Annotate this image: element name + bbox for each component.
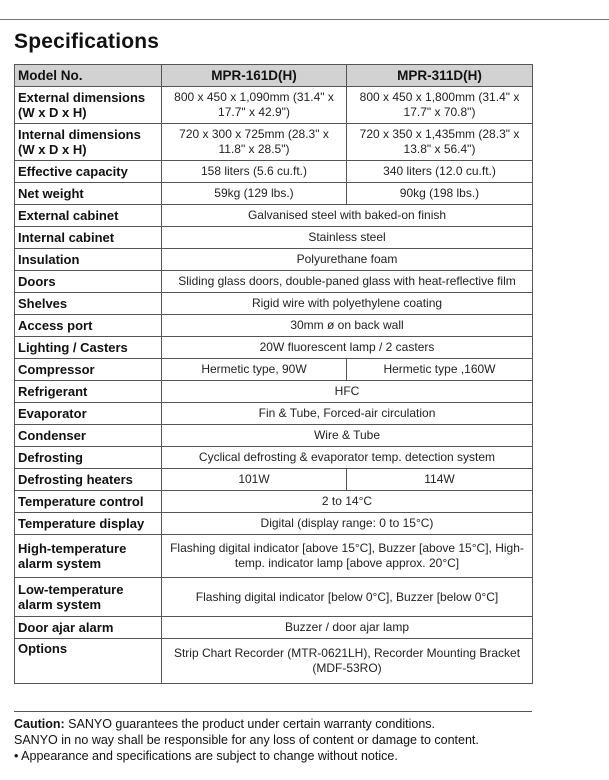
row-value-model-1: Hermetic type, 90W — [162, 359, 347, 381]
caution-text: SANYO guarantees the product under certain warranty conditions. — [64, 717, 436, 731]
row-label: Doors — [15, 271, 162, 293]
table-row — [15, 249, 533, 271]
row-value: Flashing digital indicator [above 15°C], Buzzer [above 15°C], High-temp. indicator lamp [above approx. 20°C] — [162, 535, 533, 578]
table-row — [15, 124, 533, 161]
row-label: Net weight — [15, 183, 162, 205]
row-value-model-1: 59kg (129 lbs.) — [162, 183, 347, 205]
row-value: HFC — [162, 381, 533, 403]
row-value: Stainless steel — [162, 227, 533, 249]
row-label: Door ajar alarm — [15, 617, 162, 639]
caution-line-2: SANYO in no way shall be responsible for any loss of content or damage to content. — [14, 733, 479, 747]
row-label: Internal cabinet — [15, 227, 162, 249]
row-value: 2 to 14°C — [162, 491, 533, 513]
table-row — [15, 161, 533, 183]
row-label: Temperature control — [15, 491, 162, 513]
table-row — [15, 578, 533, 617]
row-value: 30mm ø on back wall — [162, 315, 533, 337]
row-label: Defrosting heaters — [15, 469, 162, 491]
row-label: Refrigerant — [15, 381, 162, 403]
row-value-model-2: 90kg (198 lbs.) — [347, 183, 533, 205]
row-label: External dimensions (W x D x H) — [15, 87, 162, 124]
table-row — [15, 425, 533, 447]
table-row — [15, 469, 533, 491]
row-label: Effective capacity — [15, 161, 162, 183]
row-label: Lighting / Casters — [15, 337, 162, 359]
caution-notes — [14, 716, 594, 764]
row-value-model-2: 340 liters (12.0 cu.ft.) — [347, 161, 533, 183]
row-value-model-2: Hermetic type ,160W — [347, 359, 533, 381]
page-title: Specifications — [14, 30, 160, 53]
row-label: Temperature display — [15, 513, 162, 535]
table-row — [15, 87, 533, 124]
table-row — [15, 617, 533, 639]
table-row — [15, 337, 533, 359]
table-row — [15, 359, 533, 381]
row-value: Cyclical defrosting & evaporator temp. detection system — [162, 447, 533, 469]
model-no-header: Model No. — [15, 65, 162, 87]
row-label: Compressor — [15, 359, 162, 381]
row-label: Shelves — [15, 293, 162, 315]
row-value-model-2: 720 x 350 x 1,435mm (28.3" x 13.8" x 56.4") — [347, 124, 533, 161]
table-row — [15, 227, 533, 249]
row-value-model-1: 720 x 300 x 725mm (28.3" x 11.8" x 28.5") — [162, 124, 347, 161]
row-value-model-2: 800 x 450 x 1,800mm (31.4" x 17.7" x 70.8") — [347, 87, 533, 124]
row-value-model-1: 158 liters (5.6 cu.ft.) — [162, 161, 347, 183]
row-label: Access port — [15, 315, 162, 337]
table-row — [15, 403, 533, 425]
row-value: Flashing digital indicator [below 0°C], Buzzer [below 0°C] — [162, 578, 533, 617]
row-label: Options — [15, 639, 162, 684]
row-value-model-1: 101W — [162, 469, 347, 491]
spec-table — [14, 64, 533, 684]
model-1-header: MPR-161D(H) — [162, 65, 347, 87]
table-row — [15, 513, 533, 535]
row-value: Rigid wire with polyethylene coating — [162, 293, 533, 315]
table-row — [15, 639, 533, 684]
row-label: Low-temperature alarm system — [15, 578, 162, 617]
row-value: Polyurethane foam — [162, 249, 533, 271]
row-label: Insulation — [15, 249, 162, 271]
row-value-model-1: 800 x 450 x 1,090mm (31.4" x 17.7" x 42.9") — [162, 87, 347, 124]
row-value-model-2: 114W — [347, 469, 533, 491]
caution-label: Caution: — [14, 717, 65, 731]
row-value: 20W fluorescent lamp / 2 casters — [162, 337, 533, 359]
table-row — [15, 205, 533, 227]
row-label: Internal dimensions (W x D x H) — [15, 124, 162, 161]
row-value: Sliding glass doors, double-paned glass with heat-reflective film — [162, 271, 533, 293]
table-header-row — [15, 65, 533, 87]
table-row — [15, 491, 533, 513]
row-label: Evaporator — [15, 403, 162, 425]
caution-line-1 — [14, 716, 594, 732]
row-label: External cabinet — [15, 205, 162, 227]
model-2-header: MPR-311D(H) — [347, 65, 533, 87]
table-row — [15, 183, 533, 205]
row-label: High-temperature alarm system — [15, 535, 162, 578]
table-row — [15, 381, 533, 403]
caution-line-3: • Appearance and specifications are subject to change without notice. — [14, 749, 398, 763]
top-rule — [0, 19, 609, 20]
table-row — [15, 293, 533, 315]
footer-rule — [14, 711, 532, 712]
row-value: Digital (display range: 0 to 15°C) — [162, 513, 533, 535]
table-row — [15, 315, 533, 337]
table-row — [15, 447, 533, 469]
table-row — [15, 271, 533, 293]
row-value: Wire & Tube — [162, 425, 533, 447]
row-value: Galvanised steel with baked-on finish — [162, 205, 533, 227]
row-label: Condenser — [15, 425, 162, 447]
table-row — [15, 535, 533, 578]
row-value: Fin & Tube, Forced-air circulation — [162, 403, 533, 425]
row-label: Defrosting — [15, 447, 162, 469]
row-value: Buzzer / door ajar lamp — [162, 617, 533, 639]
row-value: Strip Chart Recorder (MTR-0621LH), Recorder Mounting Bracket (MDF-53RO) — [162, 639, 533, 684]
